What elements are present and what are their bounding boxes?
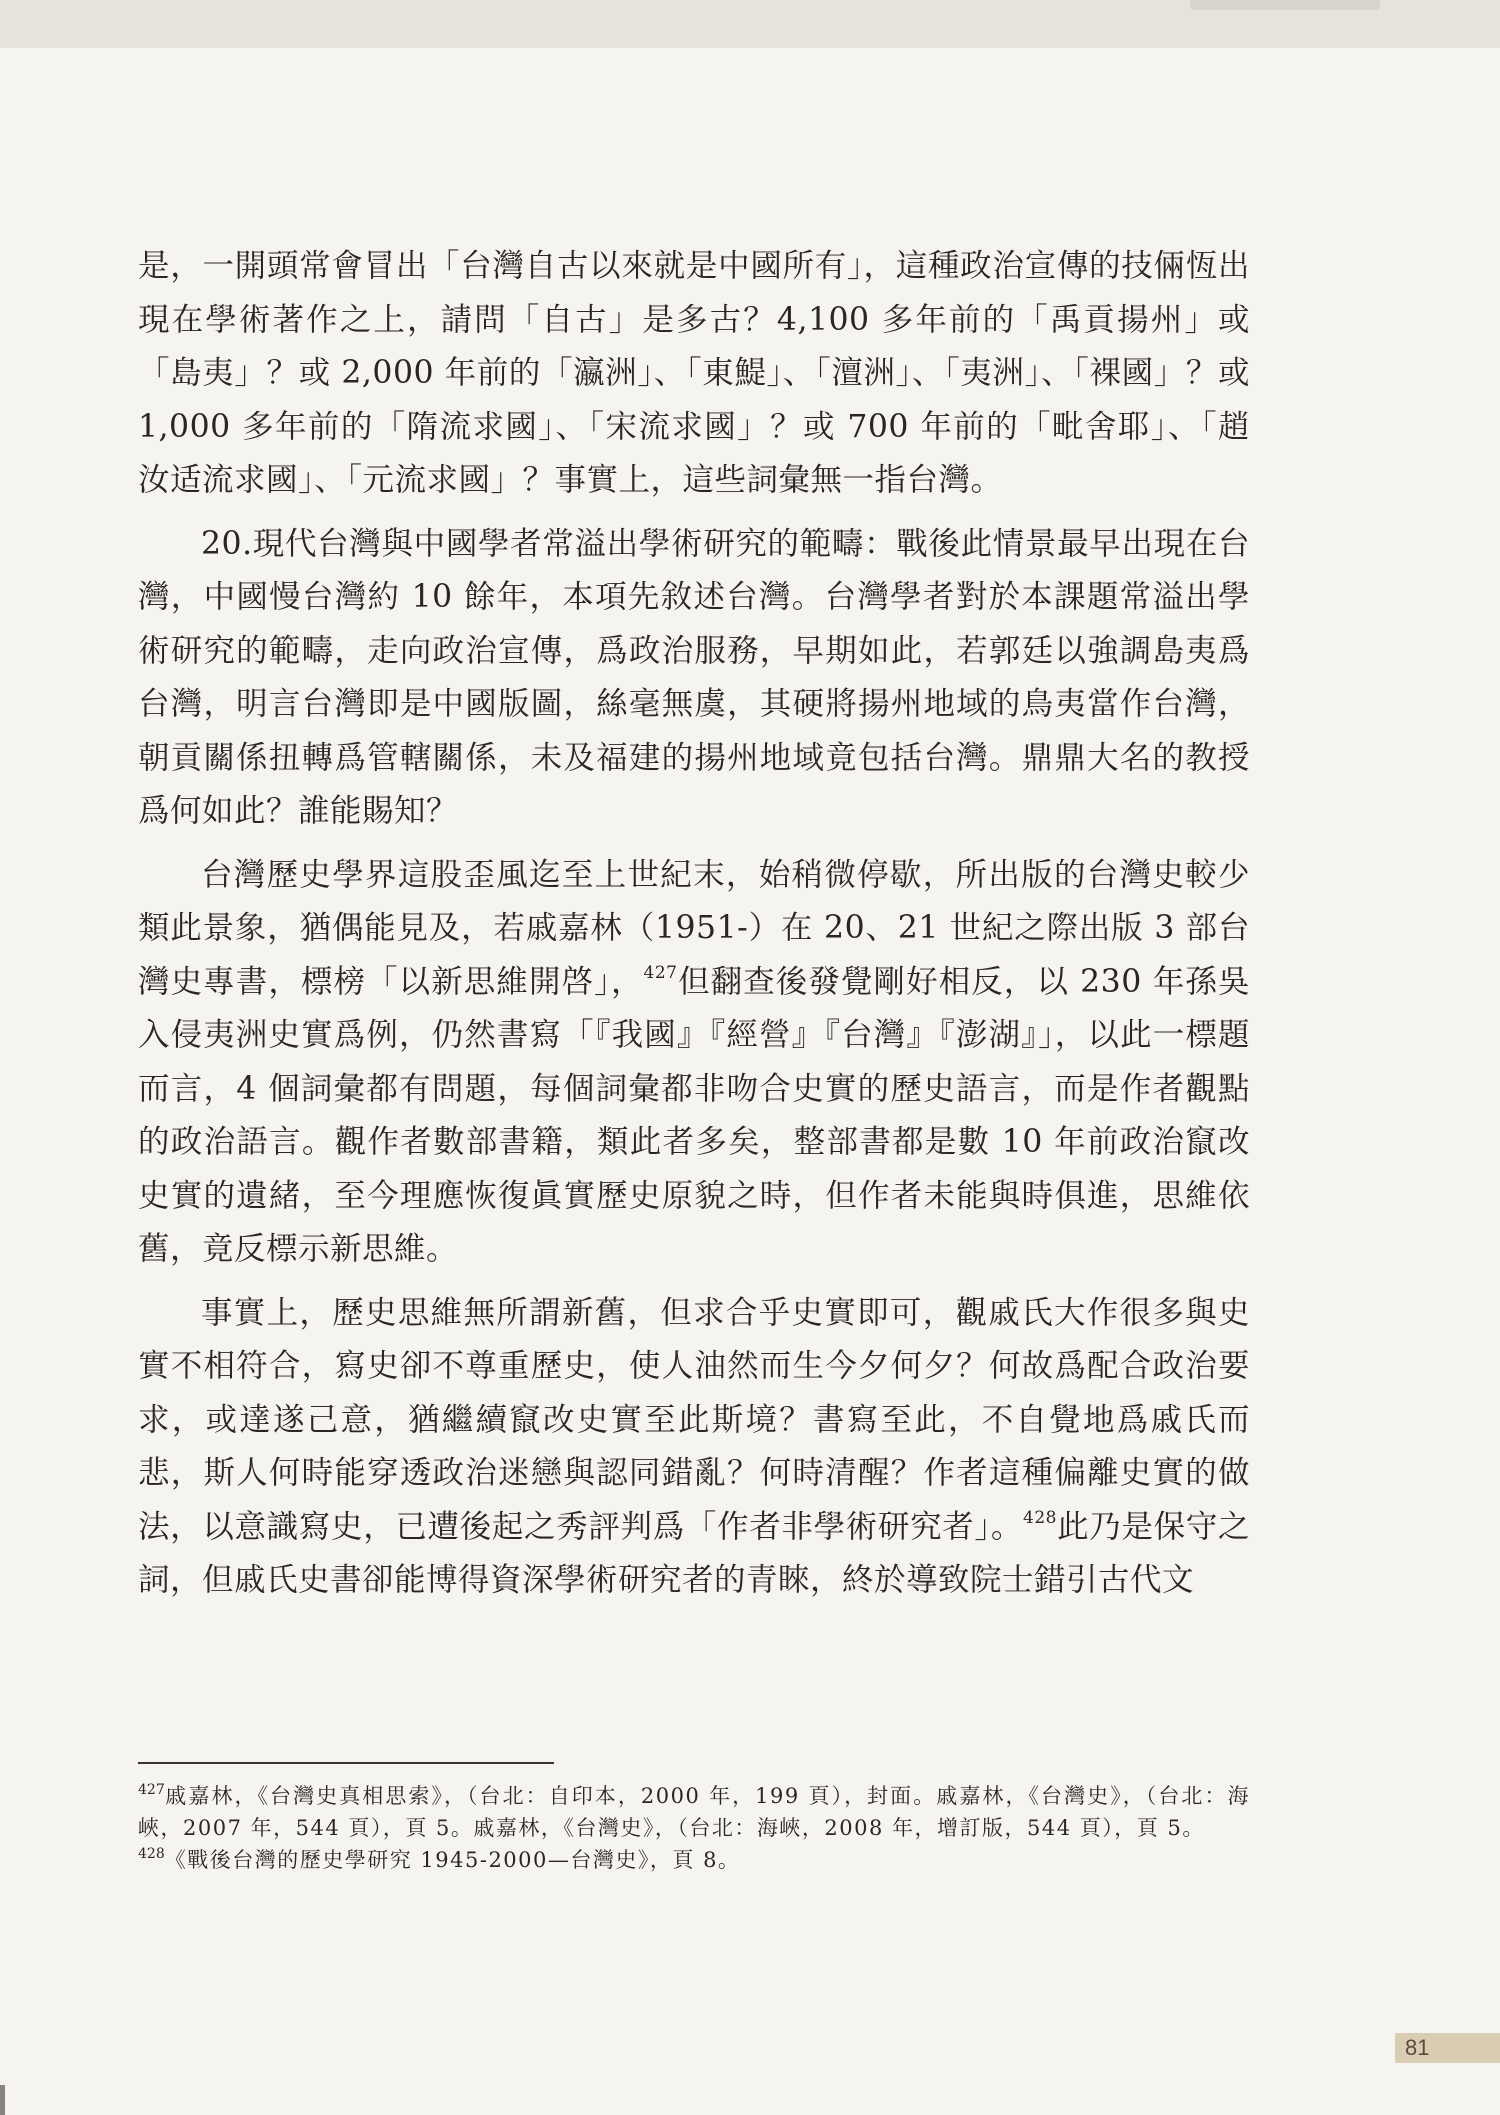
header-bleed-mark [1190,0,1380,10]
margin-mark [0,2085,5,2115]
paragraph-facts [138,1287,1250,1608]
top-header-band [0,0,1500,48]
footnote-428 [138,1844,1250,1876]
page-number: 81 [1395,2033,1500,2063]
paragraph-text: 台灣歷史學界這股歪風迄至上世紀末，始稍微停歇，所出版的台灣史較少類此景象，猶偶能見及，若戚嘉林（1951-）在 20、21 世紀之際出版 3 部台灣史專書，標榜「以新思維開啓」， [138,856,1250,1000]
footnote-text: 戚嘉林，《台灣史真相思索》，（台北：自印本，2000 年，199 頁），封面。戚嘉林，《台灣史》，（台北：海峽，2007 年，544 頁），頁 5。戚嘉林，《台灣史》，（台北：海峽，2008 年，增訂版，544 頁），頁 5。 [138,1784,1250,1840]
footnote-number: 428 [138,1846,165,1862]
paragraph-text: 但翻查後發覺剛好相反，以 230 年孫吳入侵夷洲史實爲例，仍然書寫「『我國』『經營』『台灣』『澎湖』」，以此一標題而言，4 個詞彙都有問題，每個詞彙都非吻合史實的歷史語言，而是作者觀點的政治語言。觀作者數部書籍，類此者多矣，整部書都是數 10 年前政治竄改史實的遺緒，至今理應恢復眞實歷史原貌之時，但作者未能與時俱進，思維依舊，竟反標示新思維。 [138,963,1250,1267]
paragraph-text: 此乃是保守之詞，但戚氏史書卻能博得資深學術研究者的青睞，終於導致院士錯引古代文 [138,1508,1250,1598]
footnote-ref-428[interactable]: 428 [1023,1507,1057,1528]
footnote-number: 427 [138,1782,165,1798]
paragraph-continued: 是，一開頭常會冒出「台灣自古以來就是中國所有」，這種政治宣傳的技倆恆出現在學術著作之上，請問「自古」是多古？4,100 多年前的「禹貢揚州」或「島夷」？或 2,000 年前的「瀛洲」、「東鯷」、「澶洲」、「夷洲」、「裸國」？或 1,000 多年前的「隋流求國」、「宋流求國」？或 700 年前的「毗舍耶」、「趙汝适流求國」、「元流求國」？事實上，這些詞彙無一指台灣。 [138,248,1250,498]
footnote-ref-427[interactable]: 427 [643,962,678,983]
footnotes [138,1780,1250,1876]
footnote-text: 《戰後台灣的歷史學研究 1945-2000—台灣史》，頁 8。 [164,1848,741,1872]
footnote-427 [138,1780,1250,1844]
footnote-divider [138,1762,554,1764]
main-text [138,240,1250,1608]
paragraph-20: 20.現代台灣與中國學者常溢出學術研究的範疇：戰後此情景最早出現在台灣，中國慢台灣約 10 餘年，本項先敘述台灣。台灣學者對於本課題常溢出學術研究的範疇，走向政治宣傳，爲政治服務，早期如此，若郭廷以強調島夷爲台灣，明言台灣即是中國版圖，絲毫無虞，其硬將揚州地域的鳥夷當作台灣，朝貢關係扭轉爲管轄關係，未及福建的揚州地域竟包括台灣。鼎鼎大名的教授爲何如此？誰能賜知？ [138,525,1250,829]
paragraph-text: 事實上，歷史思維無所謂新舊，但求合乎史實即可，觀戚氏大作很多與史實不相符合，寫史卻不尊重歷史，使人油然而生今夕何夕？何故爲配合政治要求，或達遂己意，猶繼續竄改史實至此斯境？書寫至此，不自覺地爲戚氏而悲，斯人何時能穿透政治迷戀與認同錯亂？何時清醒？作者這種偏離史實的做法，以意識寫史，已遭後起之秀評判爲「作者非學術研究者」。 [138,1294,1250,1545]
paragraph-qi-jialin [138,849,1250,1277]
